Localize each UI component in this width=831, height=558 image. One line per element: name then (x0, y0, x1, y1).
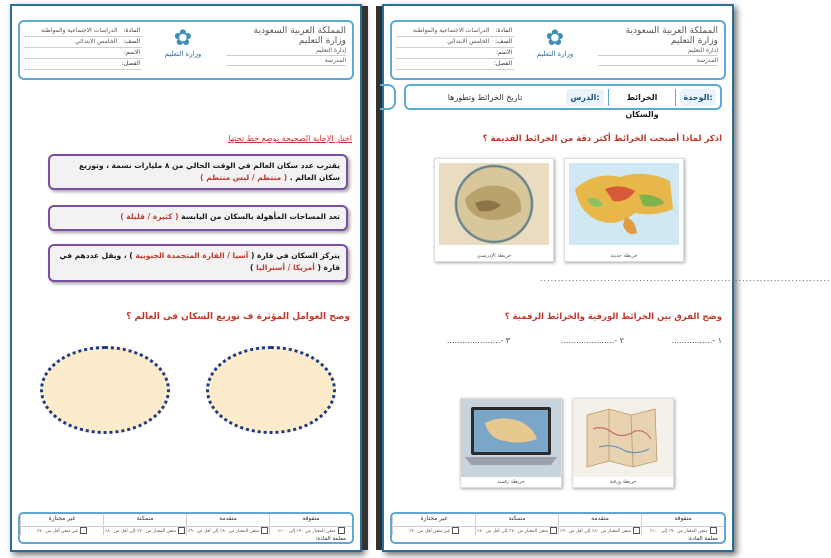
digital-map-image: خريطة رقمية (460, 398, 562, 488)
answer-options[interactable]: آسيا / القارة المتجمدة الجنوبية (135, 251, 249, 260)
footer-headings: متفوقة متقدمة متمكنة غير مجتازة (20, 515, 352, 525)
checkbox-icon[interactable] (633, 527, 640, 534)
name-field[interactable]: الاسم: (24, 48, 142, 59)
assessment-footer (390, 512, 726, 544)
footer-criteria (20, 526, 352, 535)
ministry-logo-icon: ✿ (173, 26, 193, 51)
criteria-checkbox[interactable]: متقن المعيار من ٧٠٪ إلى أقل من ٨٠٪ (475, 526, 558, 535)
question-box-2: تعد المساحات المأهولة بالسكان من اليابسة ( كثيرة / قليلة ) (48, 205, 348, 231)
class-field[interactable]: الفصل: (24, 59, 142, 70)
student-info-fields (24, 26, 142, 70)
page-header (390, 20, 726, 80)
question-paper-vs-digital: وضح الفرق بين الخرائط الورقية والخرائط الرقمية ؟ (504, 312, 722, 322)
checkbox-icon[interactable] (710, 527, 717, 534)
paper-map-image: خريطة ورقية (572, 398, 674, 488)
page-tab-decoration (380, 84, 396, 110)
teacher-signature: معلمة المادة: (687, 536, 718, 542)
subject-field[interactable]: المادة: الدراسات الاجتماعية والمواطنة (24, 26, 142, 37)
unit-label: الوحدة: (680, 89, 716, 106)
ministry-block: المملكة العربية السعودية وزارة التعليم إدارة التعليم المدرسة (226, 26, 346, 66)
checkbox-icon[interactable] (261, 527, 268, 534)
footer-criteria (392, 526, 724, 535)
answer-item-1[interactable]: ١ -................ (671, 336, 722, 345)
idrisi-map-icon (435, 159, 553, 251)
checkbox-icon[interactable] (178, 527, 185, 534)
worksheet-page-right (382, 4, 831, 552)
criteria-checkbox[interactable]: متقن المعيار من ٧٠٪ إلى أقل من ٨٠٪ (103, 526, 186, 535)
criteria-checkbox[interactable]: متقن المعيار من ٩٠٪ إلى ١٠٠٪ (641, 526, 724, 535)
grade-field[interactable]: الصف: الخامس الابتدائي (396, 37, 514, 48)
section-question: وضح العوامل المؤثرة ف توزيع السكان فى العالم ؟ (126, 312, 350, 322)
ministry-block: المملكة العربية السعودية وزارة التعليم إدارة التعليم المدرسة (598, 26, 718, 66)
folded-map-icon (573, 399, 673, 477)
subject-field[interactable]: المادة: الدراسات الاجتماعية والمواطنة (396, 26, 514, 37)
student-info-fields (396, 26, 514, 70)
name-field[interactable]: الاسم: (396, 48, 514, 59)
binding-spine (362, 6, 368, 550)
laptop-map-icon (461, 399, 561, 477)
checkbox-icon[interactable] (550, 527, 557, 534)
answer-options[interactable]: ( منتظم / ليس منتظم ) (200, 173, 288, 182)
answer-item-2[interactable]: ٢ -..................... (560, 336, 624, 345)
instruction-heading: اختار الإجابة الصحيحة بوضع خط تحتها (228, 134, 352, 143)
question-maps-accuracy: اذكر لماذا أصبحت الخرائط أكثر دقة من الخرائط القديمة ؟ (482, 134, 722, 144)
answer-item-3[interactable]: ٣ -..................... (446, 336, 510, 345)
ministry-logo-icon: ✿ (545, 26, 565, 51)
criteria-checkbox[interactable]: متقن المعيار من ٨٠٪ إلى أقل من ٩٠٪ (558, 526, 641, 535)
ministry-logo: ✿ وزارة التعليم (520, 28, 590, 76)
footer-headings: متفوقة متقدمة متمكنة غير مجتازة (392, 515, 724, 525)
unit-value: الخرائط والسكان (608, 89, 676, 106)
lesson-label: الدرس: (566, 89, 604, 106)
ministry-logo: ✿ وزارة التعليم (148, 28, 218, 76)
checkbox-icon[interactable] (452, 527, 459, 534)
worksheet-page-left (10, 4, 362, 552)
assessment-footer (18, 512, 354, 544)
page-header (18, 20, 354, 80)
lesson-bar (404, 84, 722, 119)
question-box-3: يتركز السكان في قارة ( آسيا / القارة المتجمدة الجنوبية ) ، ويقل عددهم في قارة ( أمريكا / أستراليا ) (48, 244, 348, 282)
criteria-checkbox[interactable]: غير متقن أقل من ٧٠٪ (20, 526, 103, 535)
answer-options[interactable]: أمريكا / أستراليا (256, 263, 315, 272)
answer-line[interactable]: .................................................................................. (540, 274, 831, 283)
answer-oval[interactable] (40, 346, 170, 434)
criteria-checkbox[interactable]: غير متقن أقل من ٧٠٪ (392, 526, 475, 535)
question-box-1: يقترب عدد سكان العالم في الوقت الحالي من ٨ مليارات نسمة ، وتوزيع سكان العالم . ( منتظم / ليس منتظم ) (48, 154, 348, 190)
answer-oval[interactable] (206, 346, 336, 434)
answer-options[interactable]: ( كثيرة / قليلة ) (120, 212, 179, 221)
grade-field[interactable]: الصف: الخامس الابتدائي (24, 37, 142, 48)
world-map-icon (565, 159, 683, 251)
criteria-checkbox[interactable]: متقن المعيار من ٨٠٪ إلى أقل من ٩٠٪ (186, 526, 269, 535)
criteria-checkbox[interactable]: متقن المعيار من ٩٠٪ إلى ١٠٠٪ (269, 526, 352, 535)
checkbox-icon[interactable] (338, 527, 345, 534)
ancient-map-image: خريطة الإدريسي (434, 158, 554, 262)
lesson-value: تاريخ الخرائط وتطورها (447, 93, 523, 102)
class-field[interactable]: الفصل: (396, 59, 514, 70)
modern-map-image: خريطة حديثة (564, 158, 684, 262)
checkbox-icon[interactable] (80, 527, 87, 534)
teacher-signature: معلمة المادة: (315, 536, 346, 542)
